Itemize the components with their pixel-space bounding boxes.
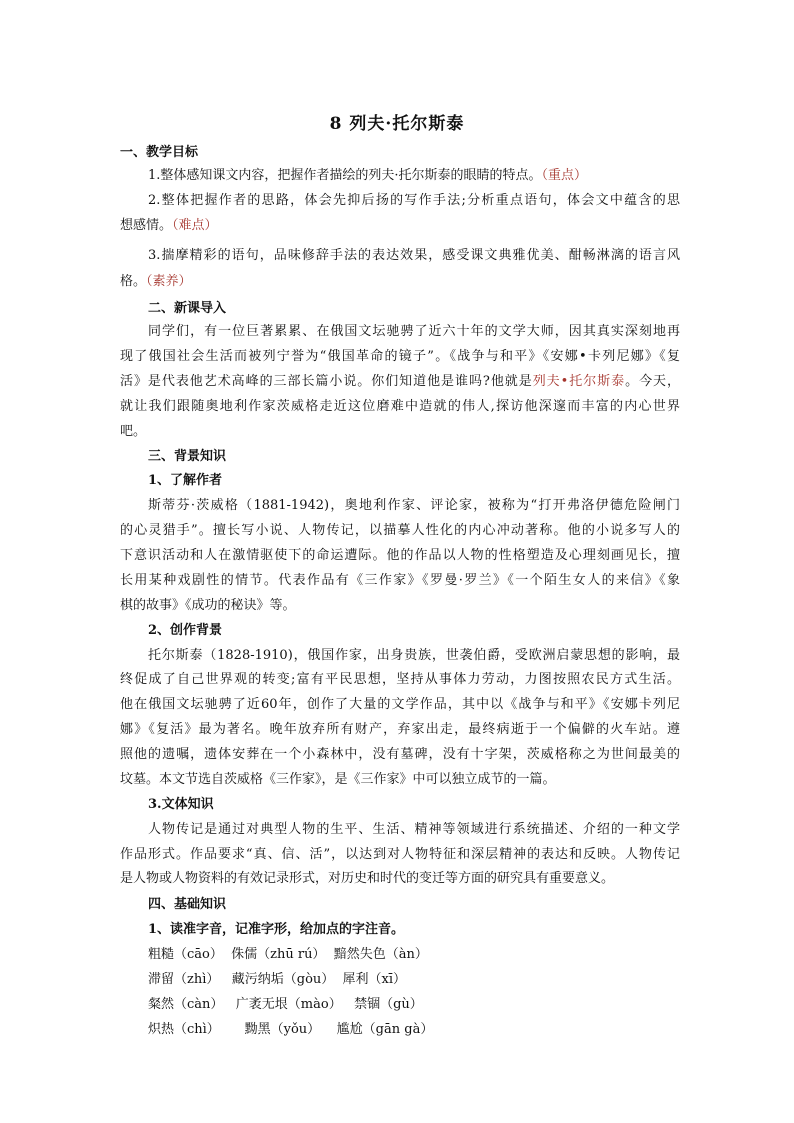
goal-3-line-2 <box>120 270 680 294</box>
goal-3-line-1: 3.揣摩精彩的语句，品味修辞手法的表达效果，感受课文典雅优美、酣畅淋漓的语言风 <box>148 248 680 263</box>
creation-line-5: 照他的遗嘱，遗体安葬在一个小森林中，没有墓碑，没有十字架，茨威格称之为世间最美的 <box>120 747 680 762</box>
intro-line-4: 就让我们跟随奥地利作家茨威格走近这位磨难中造就的伟人,探访他深邃而丰富的内心世界 <box>120 399 680 414</box>
section-heading-background: 三、背景知识 <box>148 449 227 464</box>
goal-2-line-2 <box>120 214 680 238</box>
creation-line-3: 他在俄国文坛驰骋了近60年，创作了大量的文学作品，其中以《战争与和平》《安娜卡列尼 <box>120 697 680 712</box>
genre-line-3: 是人物或人物资料的有效记录形式，对历史和时代的变迁等方面的研究具有重要意义。 <box>120 871 615 886</box>
creation-line-2: 终促成了自己世界观的转变;富有平民思想，坚持从事体力劳动，力图按照农民方式生活。 <box>120 672 680 687</box>
subheading-author: 1、了解作者 <box>148 473 223 488</box>
creation-line-4: 娜》《复活》最为著名。晚年放弃所有财产，弃家出走，最终病逝于一个偏僻的火车站。遵 <box>120 722 680 737</box>
intro-line-3-post: 。今天， <box>625 374 680 389</box>
section-heading-goals: 一、教学目标 <box>120 145 199 160</box>
subheading-pronunciation: 1、读准字音，记准字形，给加点的字注音。 <box>148 922 405 937</box>
intro-line-3 <box>120 370 680 394</box>
goal-2-text: 想感情。 <box>120 218 173 233</box>
goal-1-text: 1.整体感知课文内容，把握作者描绘的列夫·托尔斯泰的眼睛的特点。 <box>148 168 542 183</box>
pronunciation-row: 粗糙（cāo） 侏儒（zhū rú） 黯然失色（àn） <box>148 947 428 962</box>
section-heading-intro: 二、新课导入 <box>148 301 227 316</box>
pronunciation-row: 滞留（zhì） 藏污纳垢（gòu） 犀利（xī） <box>148 972 407 987</box>
section-heading-basics: 四、基础知识 <box>148 897 227 912</box>
author-name-highlight: 列夫•托尔斯泰 <box>532 374 626 389</box>
author-line-5: 棋的故事》《成功的秘诀》等。 <box>120 598 296 613</box>
goal-2-tag: （难点） <box>172 218 218 233</box>
intro-line-1: 同学们，有一位巨著累累、在俄国文坛驰骋了近六十年的文学大师，因其真实深刻地再 <box>148 324 680 339</box>
creation-line-6: 坟墓。本文节选自茨威格《三作家》，是《三作家》中可以独立成节的一篇。 <box>120 772 556 787</box>
goal-3-tag: （素养） <box>146 274 192 289</box>
goal-2-line-1: 2.整体把握作者的思路，体会先抑后扬的写作手法;分析重点语句，体会文中蕴含的思 <box>148 193 680 208</box>
author-line-1: 斯蒂芬·茨威格（1881-1942)，奥地利作家、评论家，被称为“打开弗洛伊德危险闸门 <box>148 498 680 513</box>
intro-line-5: 吧。 <box>120 424 147 439</box>
pronunciation-row: 炽热（chì） 黝黑（yǒu） 尴尬（gān gà） <box>148 1022 434 1037</box>
goal-3-text: 格。 <box>120 274 147 289</box>
subheading-genre: 3.文体知识 <box>148 797 214 812</box>
goal-1-tag: （重点） <box>541 168 588 183</box>
goal-1 <box>148 164 680 188</box>
page-title: 8 列夫·托尔斯泰 <box>329 114 465 134</box>
intro-line-2: 现了俄国社会生活而被列宁誉为“俄国革命的镜子”。《战争与和平》《安娜•卡列尼娜》《复 <box>120 349 680 364</box>
author-line-3: 下意识活动和人在激情驱使下的命运遭际。他的作品以人物的性格塑造及心理刻画见长，擅 <box>120 548 680 563</box>
creation-line-1: 托尔斯泰（1828-1910)，俄国作家，出身贵族，世袭伯爵，受欧洲启蒙思想的影响，最 <box>148 648 680 663</box>
author-line-4: 长用某种戏剧性的情节。代表作品有《三作家》《罗曼·罗兰》《一个陌生女人的来信》《象 <box>120 573 680 588</box>
intro-line-3-pre: 活》是代表他艺术高峰的三部长篇小说。你们知道他是谁吗?他就是 <box>120 374 533 389</box>
author-line-2: 的心灵猎手”。擅长写小说、人物传记，以描摹人性化的内心冲动著称。他的小说多写人的 <box>120 523 680 538</box>
genre-line-1: 人物传记是通过对典型人物的生平、生活、精神等领域进行系统描述、介绍的一种文学 <box>148 822 680 837</box>
subheading-creation: 2、创作背景 <box>148 623 223 638</box>
genre-line-2: 作品形式。作品要求“真、信、活”，以达到对人物特征和深层精神的表达和反映。人物传记 <box>120 847 680 862</box>
pronunciation-row: 粲然（càn） 广袤无垠（mào） 禁锢（gù） <box>148 997 423 1012</box>
